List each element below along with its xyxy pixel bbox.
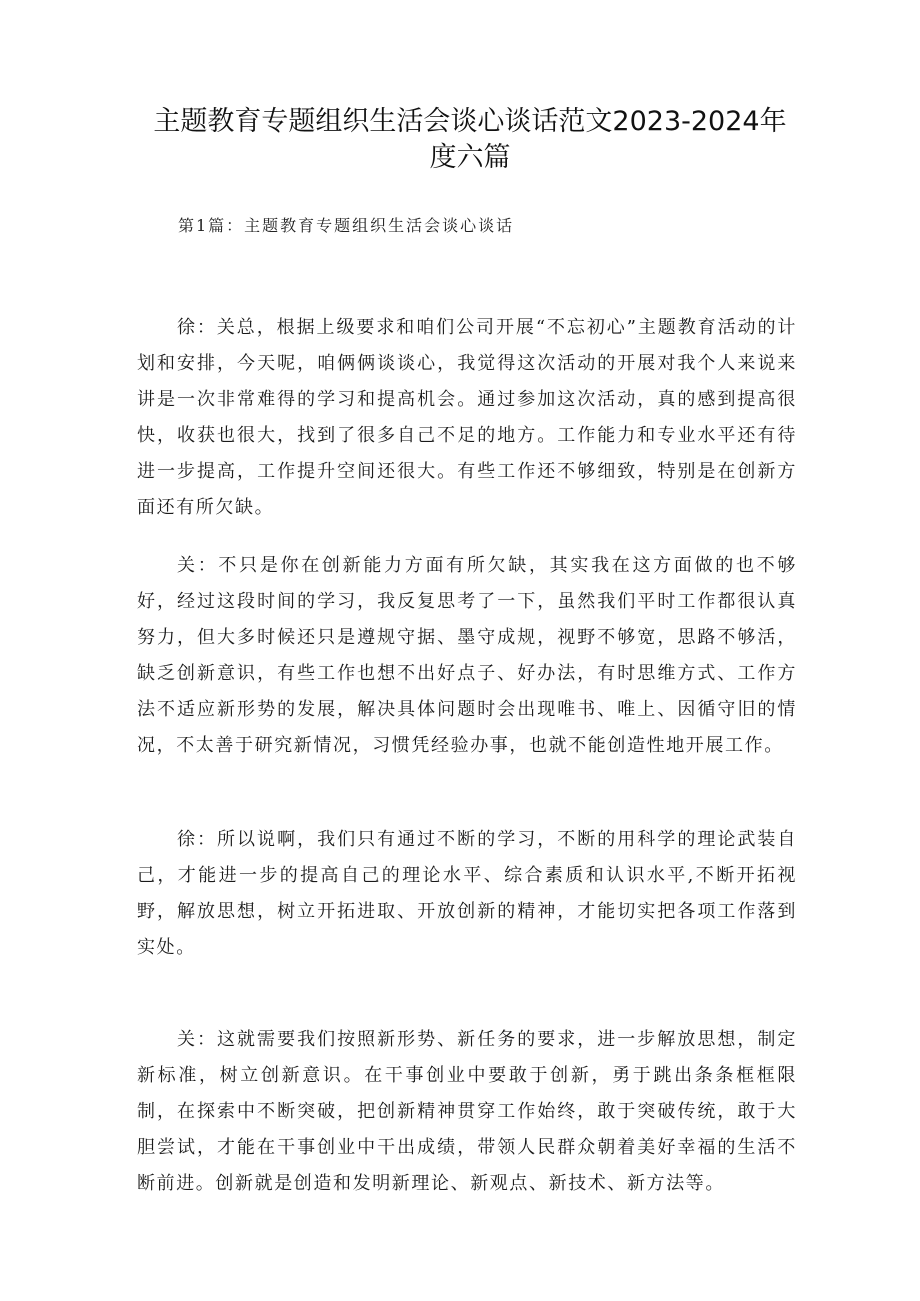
paragraph-2: 关：不只是你在创新能力方面有所欠缺，其实我在这方面做的也不够好，经过这段时间的学习，我反复思考了一下，虽然我们平时工作都很认真努力，但大多时候还只是遵规守据、墨守成规，视野不够宽，思路不够活，缺乏创新意识，有些工作也想不出好点子、好办法，有时思维方式、工作方法不适应新形势的发展，解决具体问题时会出现唯书、唯上、因循守旧的情况，不太善于研究新情况，习惯凭经验办事，也就不能创造性地开展工作。 xyxy=(137,555,797,756)
paragraph-4: 关：这就需要我们按照新形势、新任务的要求，进一步解放思想，制定新标准，树立创新意识。在干事创业中要敢于创新，勇于跳出条条框框限制，在探索中不断突破，把创新精神贯穿工作始终，敢于突破传统，敢于大胆尝试，才能在干事创业中干出成绩，带领人民群众朝着美好幸福的生活不断前进。创新就是创造和发明新理论、新观点、新技术、新方法等。 xyxy=(137,1029,797,1194)
document-title: 主题教育专题组织生活会谈心谈话范文2023-2024年度六篇 xyxy=(153,106,787,173)
paragraph-3: 徐：所以说啊，我们只有通过不断的学习，不断的用科学的理论武装自己，才能进一步的提高自己的理论水平、综合素质和认识水平,不断开拓视野，解放思想，树立开拓进取、开放创新的精神，才能切实把各项工作落到实处。 xyxy=(137,829,797,958)
paragraph-1: 徐：关总，根据上级要求和咱们公司开展“不忘初心”主题教育活动的计划和安排，今天呢，咱俩俩谈谈心，我觉得这次活动的开展对我个人来说来讲是一次非常难得的学习和提高机会。通过参加这次活动，真的感到提高很快，收获也很大，找到了很多自己不足的地方。工作能力和专业水平还有待进一步提高，工作提升空间还很大。有些工作还不够细致，特别是在创新方面还有所欠缺。 xyxy=(137,317,797,518)
section-heading: 第1篇：主题教育专题组织生活会谈心谈话 xyxy=(178,216,515,235)
